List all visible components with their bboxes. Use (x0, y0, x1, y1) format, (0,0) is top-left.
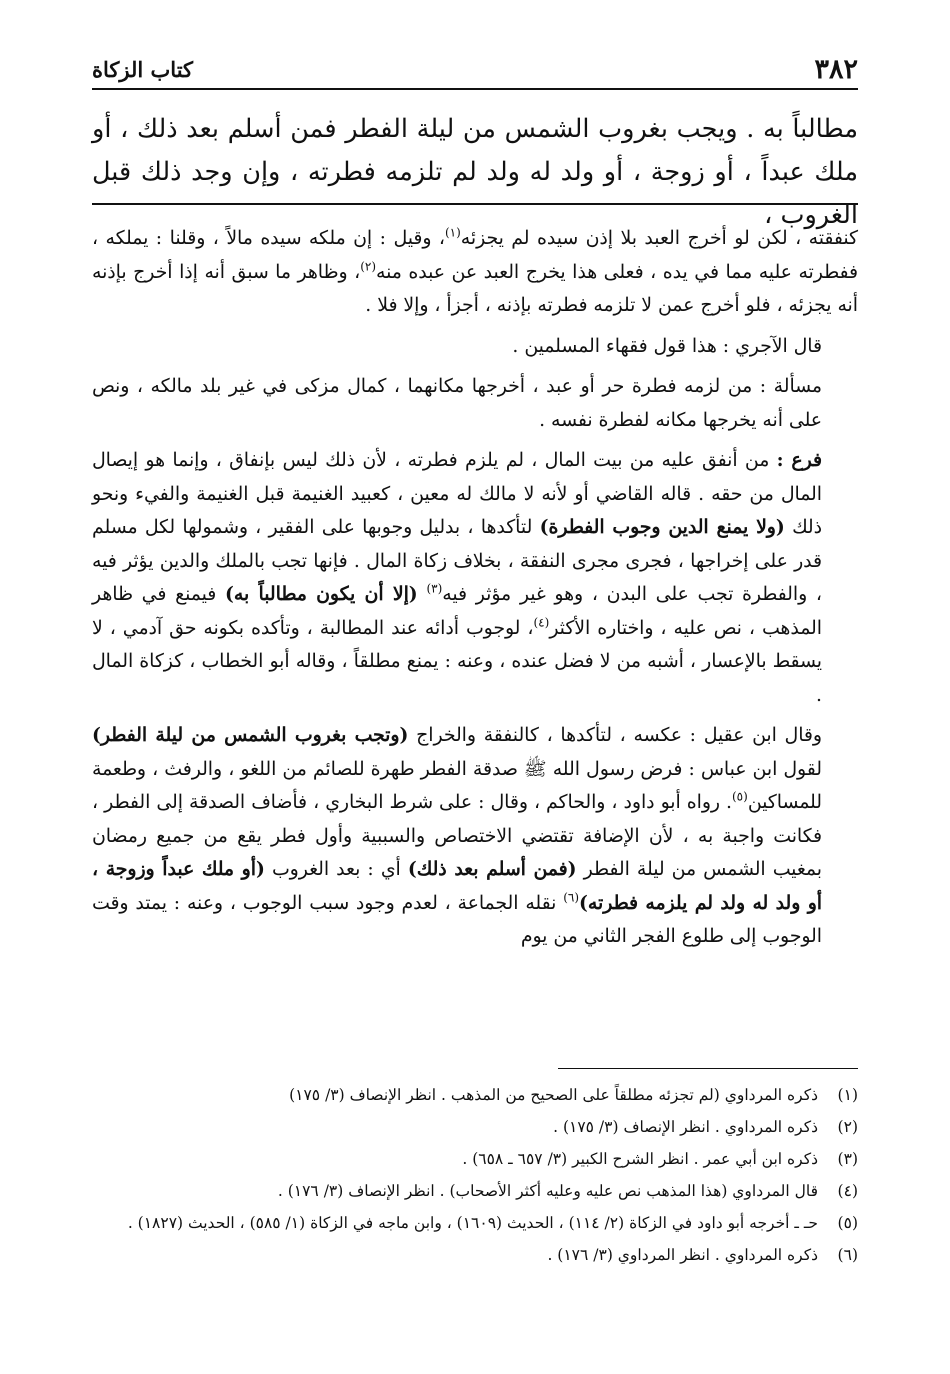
footnote-text: قال المرداوي (هذا المذهب نص عليه وعليه أكثر الأصحاب) . انظر الإنصاف (٣/ ١٧٦) . (277, 1182, 818, 1200)
footnote-text: ذكره المرداوي (لم تجزئه مطلقاً على الصحيح من المذهب . انظر الإنصاف (٣/ ١٧٥) (289, 1086, 818, 1104)
footnote-number: (٣) (837, 1150, 858, 1168)
matn-quote: (أو ملك عبداً وزوجة ، أو ولد له ولد لم يلزمه فطرته) (92, 858, 823, 914)
footnote-ref-5: (٥) (731, 789, 748, 804)
footnote-number: (٥) (837, 1214, 858, 1232)
footnote-number: (١) (837, 1086, 858, 1104)
commentary-paragraph-1: كنفقته ، لكن لو أخرج العبد بلا إذن سيده لم يجزئه$^{(١)}$، وقيل : إن ملكه سيده مالاً ، وقلنا : يملكه ، ففطرته عليه مما في يده ، فعلى هذا يخرج العبد عن عبده منه$^{(٢)}$، وظاهر ما سبق أنه إذا أخرج بإذنه أنه يجزئه ، فلو أخرج عمن لا تلزمه فطرته بإذنه ، أجزأ ، وإلا فلا . (92, 225, 858, 316)
footnote-number: (٦) (837, 1246, 858, 1264)
footnote-ref-4: (٤) (533, 615, 550, 630)
footnote-divider (558, 1068, 858, 1069)
footnote-text: ذكره المرداوي . انظر المرداوي (٣/ ١٧٦) . (547, 1246, 818, 1264)
footnote-text: حـ ـ أخرجه أبو داود في الزكاة (٢/ ١١٤) ، الحديث (١٦٠٩) ، وابن ماجه في الزكاة (١/ ٥٨٥) ، الحديث (١٨٢٧) . (127, 1214, 818, 1232)
footnote-text: ذكره ابن أبي عمر . انظر الشرح الكبير (٣/ ٦٥٧ ـ ٦٥٨) . (462, 1150, 818, 1168)
matn-quote: (إلا أن يكون مطالباً به) (225, 583, 418, 605)
footnote-ref-3: (٣) (426, 581, 443, 596)
footnotes (92, 1080, 858, 1272)
commentary-paragraph-2: قال الآجري : هذا قول فقهاء المسلمين . (512, 335, 822, 357)
page-header (92, 50, 858, 90)
matn-divider (92, 203, 858, 205)
commentary-paragraph-3: مسألة : من لزمه فطرة حر أو عبد ، أخرجها مكانهما ، كمال مزكى في غير بلد مالكه ، ونص على أنه يخرجها مكانه لفطرة نفسه . (92, 376, 822, 431)
matn-line-2: عبداً ، أو زوجة ، أو ولد له ولد لم تلزمه فطرته ، وإن وجد ذلك قبل الغروب ، (92, 157, 858, 230)
footnote (92, 1144, 858, 1174)
matn-line-1: مطالباً به . ويجب بغروب الشمس من ليلة الفطر فمن أسلم بعد ذلك ، أو ملك (92, 114, 858, 187)
book-title: كتاب الزكاة (92, 57, 194, 82)
matn-text (92, 108, 858, 237)
footnote (92, 1240, 858, 1270)
footnote (92, 1080, 858, 1110)
commentary-paragraph-5: وقال ابن عقيل : عكسه ، لتأكدها ، كالنفقة والخراج (وتجب بغروب الشمس من ليلة الفطر) لقول ابن عباس : فرض رسول الله ﷺ صدقة الفطر طهرة للصائم من اللغو ، والرفث ، وطعمة للمساكين$^{(٥)}$. رواه أبو داود ، والحاكم ، وقال : على شرط البخاري ، فأضاف الصدقة إلى الفطر ، فكانت واجبة به ، لأن الإضافة تقتضي الاختصاص والسببية وأول فطر يقع من جميع رمضان بمغيب الشمس من ليلة الفطر (فمن أسلم بعد ذلك) أي : بعد الغروب (أو ملك عبداً وزوجة ، أو ولد له ولد لم يلزمه فطرته)$^{(٦)}$ نقله الجماعة ، لعدم وجود سبب الوجوب ، وعنه : يمتد وقت الوجوب إلى طلوع الفجر الثاني من يوم (92, 724, 823, 947)
section-lead: فرع : (776, 449, 822, 471)
footnote-text: ذكره المرداوي . انظر الإنصاف (٣/ ١٧٥) . (553, 1118, 818, 1136)
footnote-number: (٤) (837, 1182, 858, 1200)
page-number: ٣٨٢ (814, 54, 858, 85)
footnote (92, 1208, 858, 1238)
matn-quote: (فمن أسلم بعد ذلك) (407, 858, 577, 880)
commentary-paragraph-4: فرع : من أنفق عليه من بيت المال ، لم يلزم فطرته ، لأن ذلك ليس بإنفاق ، وإنما هو إيصال المال من حقه . قاله القاضي أو لأنه لا مالك له معين ، كعبيد الغنيمة قبل الغنيمة والفيء ونحو ذلك (ولا يمنع الدين وجوب الفطرة) لتأكدها ، بدليل وجوبها على الفقير ، وشمولها لكل مسلم قدر على إخراجها ، فجرى مجرى النفقة ، بخلاف زكاة المال . فإنها تجب بالملك والدين يؤثر فيه ، والفطرة تجب على البدن ، وهو غير مؤثر فيه$^{(٣)}$ (إلا أن يكون مطالباً به) فيمنع في ظاهر المذهب ، نص عليه ، واختاره الأكثر$^{(٤)}$، لوجوب أدائه عند المطالبة ، وتأكده بكونه حق آدمي ، لا يسقط بالإعسار ، أشبه من لا فضل عنده ، وعنه : يمنع مطلقاً ، وقاله أبو الخطاب ، كزكاة المال . (92, 449, 822, 706)
commentary-body (92, 222, 858, 958)
footnote (92, 1176, 858, 1206)
footnote-number: (٢) (837, 1118, 858, 1136)
matn-quote: (ولا يمنع الدين وجوب الفطرة) (539, 516, 785, 538)
footnote-ref-1: (١) (444, 225, 461, 240)
matn-quote: (وتجب بغروب الشمس من ليلة الفطر) (92, 724, 409, 746)
footnote-ref-6: (٦) (563, 890, 580, 905)
footnote-ref-2: (٢) (360, 259, 377, 274)
footnote (92, 1112, 858, 1142)
